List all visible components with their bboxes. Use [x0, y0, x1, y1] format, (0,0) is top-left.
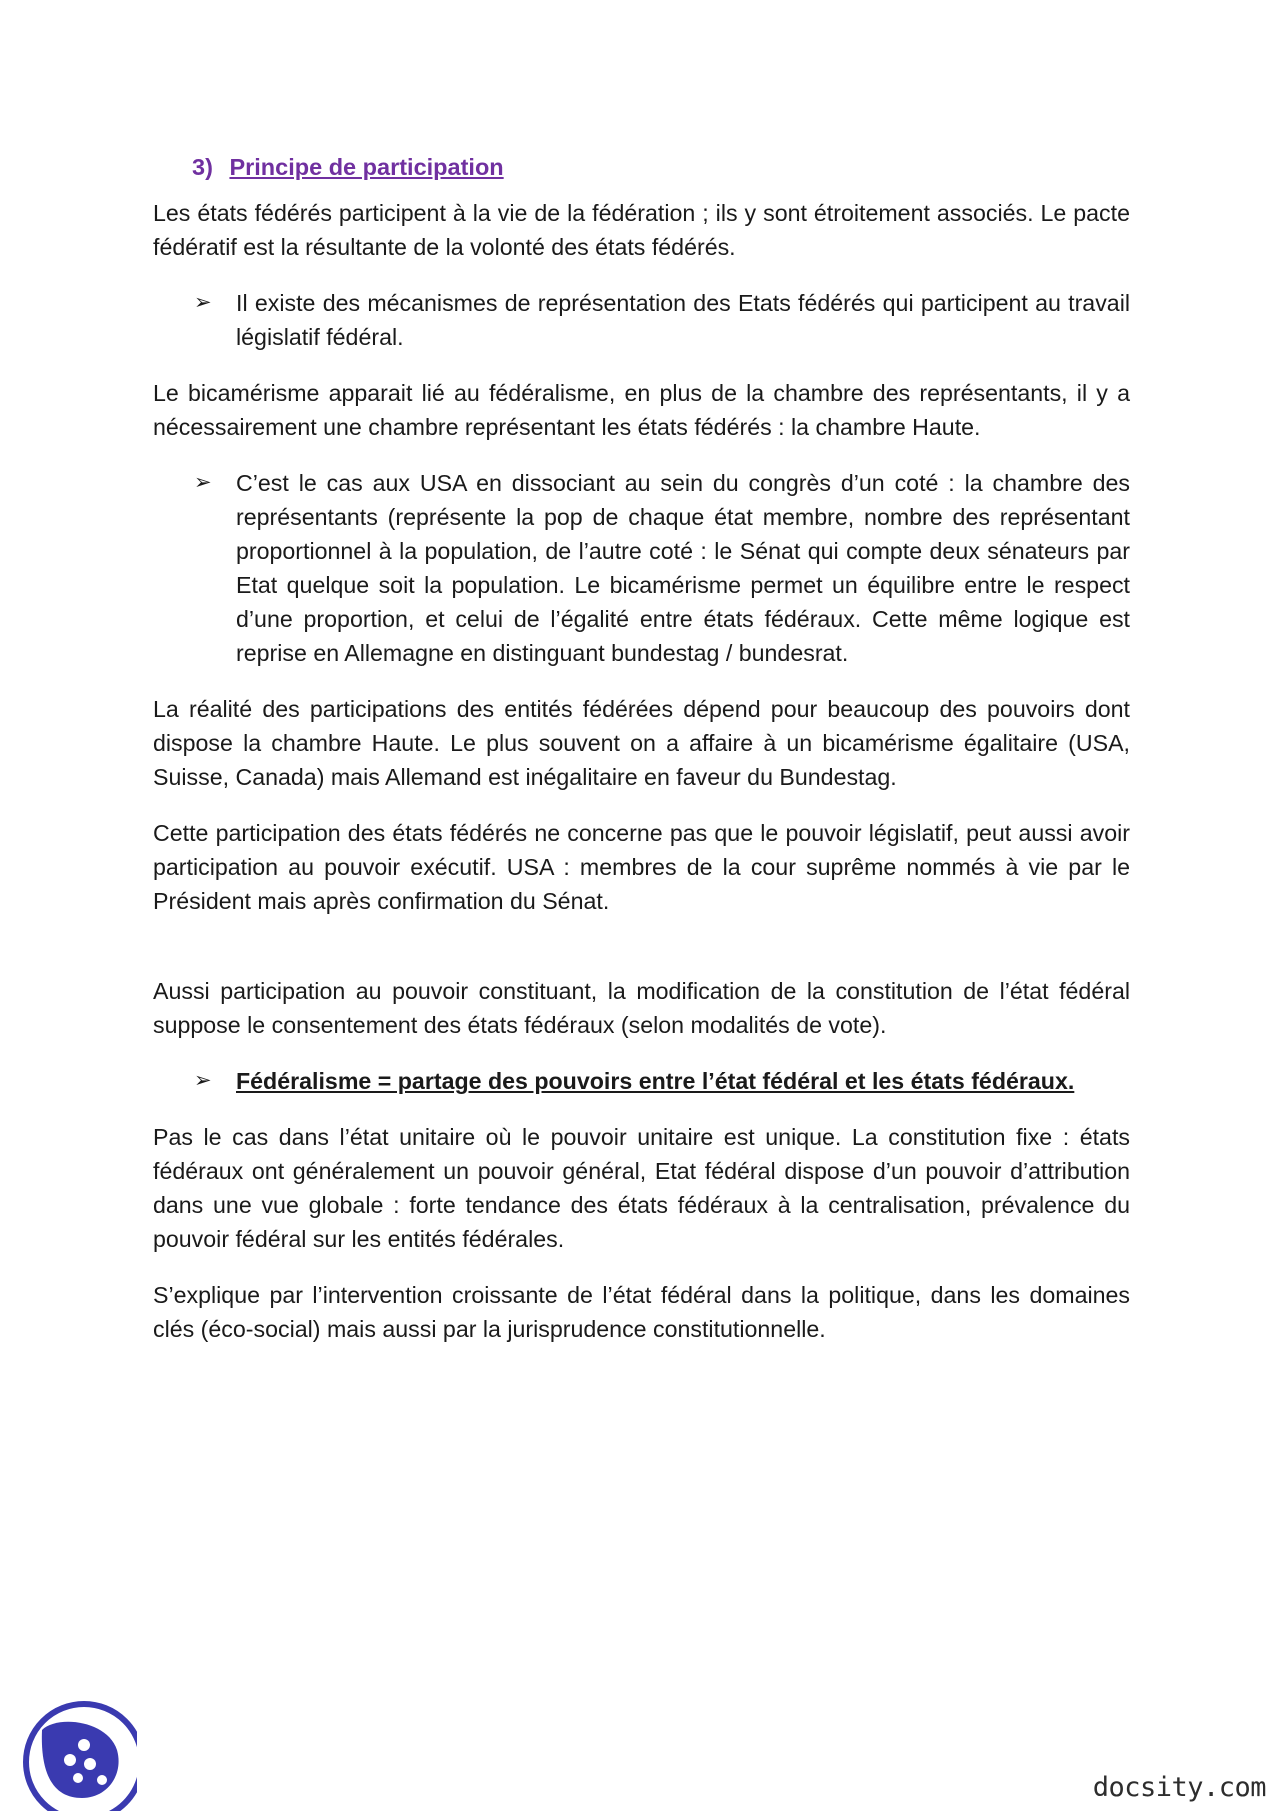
bullet-item-3 — [153, 1064, 1130, 1098]
document-content — [153, 150, 1130, 1368]
bullet-text-3: Fédéralisme = partage des pouvoirs entre l’état fédéral et les états fédéraux. — [236, 1068, 1075, 1094]
bullet-item-1 — [153, 286, 1130, 354]
arrow-bullet-icon: ➢ — [194, 291, 212, 314]
bullet-text-2: C’est le cas aux USA en dissociant au sein du congrès d’un coté : la chambre des représentants (représente la pop de chaque état membre, nombre des représentant proportionnel à la population, de l’autre coté : le Sénat qui compte deux sénateurs par Etat quelque soit la population. Le bicamérisme permet un équilibre entre le respect d’une proportion, et celui de l’égalité entre états fédéraux. Cette même logique est reprise en Allemagne en distinguant bundestag / bundesrat. — [236, 470, 1130, 666]
section-number: 3) — [192, 154, 213, 180]
paragraph-3: La réalité des participations des entités fédérées dépend pour beaucoup des pouvoirs dont dispose la chambre Haute. Le plus souvent on a affaire à un bicamérisme égalitaire (USA, Suisse, Canada) mais Allemand est inégalitaire en faveur du Bundestag. — [153, 696, 1130, 790]
paragraph-2: Le bicamérisme apparait lié au fédéralisme, en plus de la chambre des représentants, il y a nécessairement une chambre représentant les états fédérés : la chambre Haute. — [153, 380, 1130, 440]
docsity-logo-icon[interactable] — [12, 1690, 137, 1811]
section-title: Principe de participation — [229, 154, 504, 180]
arrow-bullet-icon: ➢ — [194, 471, 212, 494]
docsity-brand-text[interactable]: docsity.com — [1092, 1772, 1266, 1803]
bullet-text-1: Il existe des mécanismes de représentation des Etats fédérés qui participent au travail législatif fédéral. — [236, 290, 1130, 350]
spacer — [153, 940, 1130, 974]
paragraph-6: Pas le cas dans l’état unitaire où le pouvoir unitaire est unique. La constitution fixe : états fédéraux ont généralement un pouvoir général, Etat fédéral dispose d’un pouvoir d’attribution dans une vue globale : forte tendance des états fédéraux à la centralisation, prévalence du pouvoir fédéral sur les entités fédérales. — [153, 1124, 1130, 1252]
paragraph-4: Cette participation des états fédérés ne concerne pas que le pouvoir législatif, peut aussi avoir participation au pouvoir exécutif. USA : membres de la cour suprême nommés à vie par le Président mais après confirmation du Sénat. — [153, 820, 1130, 914]
paragraph-7: S’explique par l’intervention croissante de l’état fédéral dans la politique, dans les domaines clés (éco-social) mais aussi par la jurisprudence constitutionnelle. — [153, 1282, 1130, 1342]
bullet-item-2 — [153, 466, 1130, 670]
paragraph-1: Les états fédérés participent à la vie de la fédération ; ils y sont étroitement associés. Le pacte fédératif est la résultante de la volonté des états fédérés. — [153, 200, 1130, 260]
arrow-bullet-icon: ➢ — [194, 1069, 212, 1092]
paragraph-5: Aussi participation au pouvoir constituant, la modification de la constitution de l’état fédéral suppose le consentement des états fédéraux (selon modalités de vote). — [153, 978, 1130, 1038]
section-heading — [192, 150, 1130, 184]
